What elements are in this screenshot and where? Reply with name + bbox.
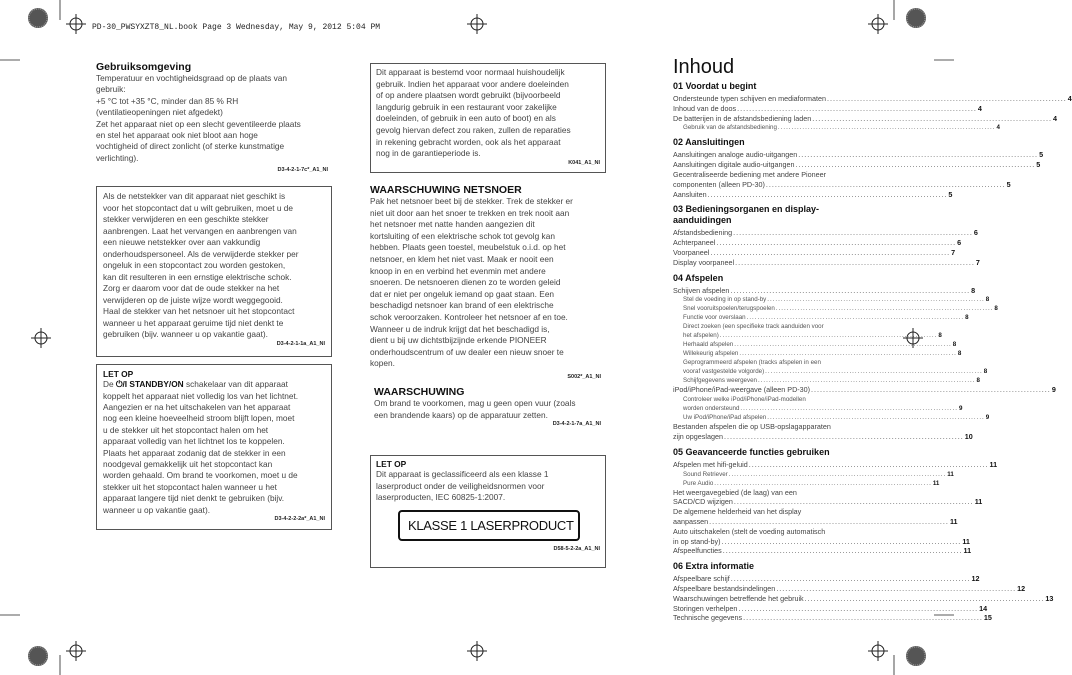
toc-entry-label: Inhoud van de doos: [673, 103, 737, 113]
toc-entry[interactable]: [673, 404, 963, 413]
toc-leader-dots: ................................................................................: [765, 179, 1006, 189]
toc-leader-dots: ................................................................................: [728, 470, 947, 478]
toc-page-number: 9: [1051, 385, 1056, 395]
toc-page-number: 9: [985, 414, 990, 422]
toc-entry[interactable]: [673, 583, 1026, 594]
toc-entry-label: Afspeelfuncties: [673, 546, 722, 556]
toc-entry[interactable]: [673, 593, 1054, 604]
toc-leader-dots: ................................................................................: [777, 124, 996, 132]
text-line: wanneer u op vakantie gaat).: [103, 504, 211, 515]
toc-page-number: 10: [964, 431, 973, 441]
toc-page-number: 5: [948, 189, 953, 199]
toc-page-number: 4: [1067, 94, 1072, 103]
toc-leader-dots: ................................................................................: [733, 228, 973, 238]
toc-entry[interactable]: [673, 536, 970, 547]
toc-page-number: 6: [957, 238, 962, 248]
toc-entry[interactable]: [673, 470, 954, 479]
toc-entry[interactable]: [673, 431, 973, 442]
usage-section: [96, 61, 336, 173]
text-line: koppelt het apparaat niet volledig los van het lichtnet.: [103, 390, 299, 401]
crosshair-icon: [66, 641, 86, 661]
doc-code: D3-4-2-2-2a*_A1_Nl: [274, 516, 325, 523]
toc-entry-label: worden ondersteund: [683, 405, 740, 413]
toc-leader-dots: ................................................................................: [811, 385, 1051, 395]
toc-section-title[interactable]: 06 Extra informatie: [673, 561, 755, 572]
toc-entry[interactable]: [673, 546, 972, 556]
toc-leader-dots: ................................................................................: [709, 516, 949, 526]
text-line: Temperatuur en vochtigheidsgraad op de plaats van: [96, 73, 287, 83]
toc-entry[interactable]: [673, 479, 940, 488]
text-line: kopen.: [370, 358, 395, 369]
doc-code: D3-4-2-1-7c*_A1_Nl: [277, 167, 328, 174]
standby-caution-box: [96, 364, 332, 530]
text-line: niet uit door aan het snoer te trekken en trek nooit aan: [370, 207, 570, 218]
caution-title: LET OP: [103, 369, 134, 379]
toc-entry-label: Gebruik van de afstandsbediening: [683, 124, 777, 132]
text-line: of op andere plaatsen wordt gebruikt (bijvoorbeeld: [376, 90, 561, 101]
toc-page-number: 8: [965, 314, 969, 322]
toc-page-number: 11: [963, 546, 972, 556]
crosshair-icon: [467, 14, 487, 34]
power-icon: ⏻: [115, 379, 123, 389]
toc-leader-dots: ................................................................................: [743, 613, 983, 623]
toc-page-number: 11: [932, 479, 940, 487]
toc-entry[interactable]: [673, 516, 958, 527]
toc-entry[interactable]: [673, 574, 980, 584]
text-line: stekker verwijderen en een geschikte stekker: [103, 214, 269, 224]
running-head: PD-30_PWSYXZT8_NL.book Page 3 Wednesday, May 9, 2012 5:04 PM: [92, 23, 381, 32]
toc-entry[interactable]: [673, 313, 969, 322]
toc-page-number: 8: [994, 305, 998, 313]
text-line: kan dit resulteren in een ernstige elektrische schok.: [103, 271, 292, 282]
fire-warning-section: [374, 386, 608, 427]
text-line: langdurig gebruik in een restaurant voor zakelijke: [376, 101, 557, 112]
toc-leader-dots: ................................................................................: [737, 103, 977, 113]
toc-entry-label: aanpassen: [673, 516, 709, 526]
toc-entry[interactable]: [673, 385, 1056, 395]
crosshair-icon: [868, 14, 888, 34]
toc-leader-dots: ................................................................................: [730, 285, 971, 295]
doc-code: K041_A1_Nl: [568, 159, 600, 166]
toc-entry-label: Bestanden afspelen die op USB-opslagapparaten: [673, 422, 831, 432]
toc-entry[interactable]: [673, 113, 1058, 124]
doc-code: S002*_A1_Nl: [567, 373, 601, 380]
text-line: laserproducten, IEC 60825-1:2007.: [376, 492, 506, 503]
household-text: [376, 67, 600, 160]
toc-entry[interactable]: [673, 238, 962, 248]
toc-entry[interactable]: [673, 603, 988, 614]
cord-warning-title: WAARSCHUWING NETSNOER: [370, 184, 522, 196]
text-line: doeleinden, of gebruik in een auto of boot) en als: [376, 113, 556, 124]
text-line: nog in de garantieperiode is.: [376, 148, 481, 159]
text-line: dient u bij uw dichtstbijzijnde erkende PIONEER: [370, 335, 547, 346]
usage-text: [96, 73, 336, 164]
toc-leader-dots: ................................................................................: [710, 247, 951, 257]
text-line: verlichting).: [96, 152, 139, 163]
toc-section-title[interactable]: 05 Geavanceerde functies gebruiken: [673, 446, 830, 457]
text-line: dat er niet per ongeluk iemand op gaat staan. Een: [370, 288, 555, 299]
toc-entry-label: Sound Retriever: [683, 470, 728, 478]
text-line: Aangezien er na het uitschakelen van het apparaat: [103, 402, 291, 412]
toc-leader-dots: ................................................................................: [804, 593, 1045, 603]
toc-page-number: 7: [951, 247, 956, 257]
toc-entry[interactable]: [673, 331, 942, 340]
toc-page-number: 8: [952, 341, 957, 349]
toc-entry-label: Schijfgegevens weergeven: [683, 377, 757, 385]
text-line: apparaat volledig van het lichtnet los te koppelen.: [103, 436, 285, 447]
toc-section-title[interactable]: 01 Voordat u begint: [673, 81, 757, 91]
toc-entry-label: Geprogrammeerd afspelen (tracks afspelen in een: [683, 359, 821, 367]
text-line: snoeren. De netsnoeren dienen zo te worden geleid: [370, 277, 561, 288]
toc-entry[interactable]: [673, 340, 957, 349]
text-line: een brandende kaars) op de apparatuur zetten.: [374, 409, 548, 420]
toc-leader-dots: ................................................................................: [812, 113, 1053, 123]
text-line: verwijderen op de juiste wijze wordt weggegooid.: [103, 294, 283, 305]
toc-entry-label: Afstandsbediening: [673, 228, 733, 238]
toc-entry-label: Aansluitingen analoge audio-uitgangen: [673, 150, 798, 160]
toc-entry[interactable]: [673, 613, 992, 623]
toc-page-number: 8: [938, 332, 942, 340]
text-line: voor het stopcontact dat u wilt gebruiken, moet u de: [103, 202, 294, 213]
toc-entry[interactable]: [673, 160, 1041, 170]
toc-entry[interactable]: [673, 247, 956, 258]
text-line: Pak het netsnoer beet bij de stekker. Trek de stekker er: [370, 196, 573, 206]
toc-entry-label: Gecentraliseerde bediening met andere Pioneer: [673, 169, 827, 179]
toc-leader-dots: ................................................................................: [716, 238, 957, 248]
toc-entry[interactable]: [673, 497, 983, 507]
toc-page-number: 6: [973, 228, 978, 238]
toc-page-number: 11: [989, 459, 998, 469]
toc-leader-dots: ................................................................................: [767, 296, 985, 304]
text-line: nog een kleine hoeveelheid stroom blijft lopen, moet: [103, 413, 295, 424]
toc-entry[interactable]: [673, 123, 1000, 132]
toc-entry-label: Schijven afspelen: [673, 285, 730, 295]
cord-warning-section: [370, 184, 608, 380]
toc-entry-label: Aansluitingen digitale audio-uitgangen: [673, 160, 795, 170]
laser-class-label: KLASSE 1 LASERPRODUCT: [398, 510, 580, 541]
toc-leader-dots: ................................................................................: [733, 497, 974, 507]
crosshair-icon: [31, 328, 51, 348]
toc-leader-dots: ................................................................................: [730, 574, 971, 584]
toc-page-number: 4: [996, 124, 1000, 132]
laser-caution-text: [376, 469, 600, 504]
crosshair-icon: [66, 14, 86, 34]
text-line: en stel het apparaat ook niet bloot aan hoge: [96, 130, 258, 141]
doc-code: D58-5-2-2a_A1_Nl: [553, 545, 600, 552]
text-line: vochtigheid of direct zonlicht (of sterke kunstmatige: [96, 141, 285, 152]
text-line: ongeluk in een stopcontact zou worden gestoken,: [103, 260, 286, 270]
toc-entry-label: Functie voor overslaan: [683, 314, 746, 322]
plug-warning-text: [103, 191, 325, 341]
toc-entry[interactable]: [673, 459, 998, 470]
text-line: Zorg er daarom voor dat de oude stekker na het: [103, 283, 280, 293]
text-line: onderhoudscentrum of uw dealer een nieuw snoer te: [370, 346, 564, 357]
text-line: netsnoer, en klem het niet vast. Maak er nooit een: [370, 253, 554, 264]
toc-entry-label: Ondersteunde typen schijven en mediaformaten: [673, 94, 827, 103]
text-line: aanbrengen. Laat het vervangen en aanbrengen van: [103, 225, 297, 236]
toc-entry[interactable]: [673, 367, 988, 376]
text-line: kortsluiting of een elektrische schok tot gevolg kan: [370, 230, 555, 241]
toc-page-number: 5: [1006, 179, 1011, 189]
toc-page-number: 4: [977, 103, 982, 113]
toc-page-number: 8: [983, 368, 988, 376]
toc-entry[interactable]: [673, 507, 853, 517]
plug-warning-box: [96, 186, 332, 357]
toc-leader-dots: ................................................................................: [714, 479, 932, 487]
toc-page-number: 15: [983, 613, 992, 623]
caution-text: [103, 391, 325, 516]
toc-entry-label: Het weergavegebied (de laag) van een: [673, 487, 797, 497]
toc-leader-dots: ................................................................................: [765, 368, 983, 376]
toc-entry-label: Achterpaneel: [673, 238, 716, 248]
toc-leader-dots: ................................................................................: [798, 150, 1039, 160]
registration-circle-icon: [27, 7, 49, 29]
laser-caution-title: LET OP: [376, 459, 407, 469]
toc-entry-label: Controleer welke iPod/iPhone/iPad-modellen: [683, 396, 806, 404]
toc-entry[interactable]: [673, 527, 853, 537]
crosshair-icon: [467, 641, 487, 661]
toc-entry-label: Direct zoeken (een specifieke track aanduiden voor: [683, 323, 824, 331]
toc-page-number: 8: [985, 296, 990, 304]
toc-entry[interactable]: [673, 150, 1044, 160]
text-line: Wanneer u de indruk krijgt dat het beschadigd is,: [370, 323, 550, 334]
toc-leader-dots: ................................................................................: [739, 350, 957, 358]
toc-entry[interactable]: [673, 189, 953, 200]
toc-entry-label: De algemene helderheid van het display: [673, 507, 802, 517]
toc-page-number: 4: [1053, 113, 1058, 123]
toc-entry[interactable]: [673, 257, 980, 268]
toc-entry-label: Afspeelbare bestandsindelingen: [673, 583, 776, 593]
toc-entry[interactable]: [673, 422, 853, 432]
toc-entry[interactable]: [673, 170, 853, 180]
toc-page-number: 12: [971, 574, 980, 584]
toc-entry-label: Waarschuwingen betreffende het gebruik: [673, 593, 804, 603]
toc-entry-label: Storingen verhelpen: [673, 603, 738, 613]
toc-entry[interactable]: [673, 376, 980, 385]
toc-entry-label: SACD/CD wijzigen: [673, 497, 733, 507]
toc-page-number: 11: [962, 536, 970, 546]
toc-entry-label: Herhaald afspelen: [683, 341, 734, 349]
toc-entry[interactable]: [673, 304, 998, 313]
toc-leader-dots: ................................................................................: [748, 459, 989, 469]
toc-page-number: 7: [975, 257, 980, 267]
toc-entry[interactable]: [673, 295, 990, 304]
text-line: schok veroorzaken. Kontroleer het netsnoer af en toe.: [370, 311, 568, 322]
toc-section-title[interactable]: 03 Bedieningsorganen en display-aanduidingen: [673, 204, 820, 226]
text-line: stekker uit het stopcontact halen wanneer u het: [103, 481, 277, 492]
toc-entry-label: Aansluiten: [673, 189, 707, 199]
toc-page-number: 8: [957, 350, 962, 358]
toc-entry-label: Display voorpaneel: [673, 257, 735, 267]
toc-entry-label: Afspeelbare schijf: [673, 574, 730, 584]
text-line: gevolg hiervan defect zou raken, zullen de reparaties: [376, 124, 571, 135]
doc-code: D3-4-2-1-1a_A1_Nl: [276, 340, 325, 347]
toc-section-title[interactable]: 02 Aansluitingen: [673, 137, 745, 148]
caution-first-line: De ⏻/I STANDBY/ON schakelaar van dit apparaat: [103, 379, 288, 389]
toc-entry[interactable]: [673, 358, 853, 367]
toc-entry[interactable]: [673, 94, 1072, 104]
toc-title: Inhoud: [673, 56, 735, 78]
text-line: hebben. Plaats geen toestel, meubelstuk o.i.d. op het: [370, 242, 566, 253]
toc-leader-dots: ................................................................................: [722, 546, 963, 556]
usage-title: Gebruiksomgeving: [96, 61, 192, 73]
text-line: Als de netstekker van dit apparaat niet geschikt is: [103, 191, 286, 201]
toc-entry-label: Pure Audio: [683, 479, 714, 487]
toc-page-number: 11: [949, 516, 958, 526]
toc-leader-dots: ................................................................................: [707, 189, 948, 199]
toc-entry[interactable]: [673, 103, 982, 114]
toc-entry[interactable]: [673, 285, 976, 296]
toc-page-number: 11: [974, 497, 983, 507]
toc-entry-label: het afspelen): [683, 332, 719, 340]
text-line: worden gehaald. Om brand te voorkomen, moet u de: [103, 470, 298, 481]
toc-entry[interactable]: [673, 179, 1011, 190]
toc-page-number: 13: [1045, 593, 1054, 603]
toc-leader-dots: ................................................................................: [776, 583, 1017, 593]
toc-entry-label: Afspelen met hifi-geluid: [673, 459, 748, 469]
toc-page-number: 11: [947, 470, 954, 478]
registration-circle-icon: [905, 7, 927, 29]
toc-leader-dots: ................................................................................: [795, 160, 1036, 170]
toc-leader-dots: ................................................................................: [734, 341, 952, 349]
text-line: u de stekker uit het stopcontact halen om het: [103, 424, 269, 435]
toc-entry-label: Willekeurig afspelen: [683, 350, 739, 358]
toc-entry-label: in op stand-by): [673, 536, 721, 546]
toc-entry-label: Voorpaneel: [673, 247, 710, 257]
text-line: knoop in en en verbind het evenmin met andere: [370, 265, 546, 276]
toc-leader-dots: ................................................................................: [775, 305, 994, 313]
fire-warning-text: [374, 398, 608, 421]
toc-entry[interactable]: [673, 322, 853, 331]
text-line: Dit apparaat is geclassificeerd als een klasse 1: [376, 469, 549, 479]
toc-leader-dots: ................................................................................: [723, 431, 964, 441]
text-line: apparaat langere tijd niet denkt te gebruiken (bijv.: [103, 493, 285, 504]
toc-entry-label: componenten (alleen PD-30): [673, 179, 765, 189]
toc-entry[interactable]: [673, 488, 853, 498]
text-line: een nieuwe netstekker over aan vakkundig: [103, 237, 261, 247]
toc-leader-dots: ................................................................................: [735, 257, 975, 267]
toc-body: [673, 81, 1072, 623]
toc-leader-dots: ................................................................................: [719, 332, 938, 340]
toc-entry-label: Auto uitschakelen (stelt de voeding automatisch: [673, 526, 826, 536]
text-line: Haal de stekker van het netsnoer uit het stopcontact: [103, 306, 295, 316]
cord-warning-text: [370, 196, 608, 370]
text-line: noodgeval gemakkelijk uit het stopcontact kan: [103, 459, 273, 470]
text-line: laserproduct onder de veiligheidsnormen voor: [376, 480, 545, 491]
toc-entry[interactable]: [673, 413, 990, 422]
laser-caution-box: [370, 455, 606, 568]
toc-leader-dots: ................................................................................: [738, 603, 979, 613]
toc-page-number: 9: [958, 405, 963, 413]
registration-circle-icon: [905, 645, 927, 667]
toc-page-number: 5: [1039, 150, 1044, 160]
toc-entry-label: vooraf vastgestelde volgorde): [683, 368, 765, 376]
toc-leader-dots: ................................................................................: [746, 314, 965, 322]
text-line: onderhoudspersoneel. Als de verwijderde stekker per: [103, 248, 299, 259]
text-line: wanneer u het apparaat geruime tijd niet denkt te: [103, 317, 284, 328]
text-line: gebruiken (bijv. wanneer u op vakantie gaat).: [103, 329, 268, 339]
text-line: gebruik. Indien het apparaat voor andere doeleinden: [376, 78, 569, 89]
toc-entry-label: zijn opgeslagen: [673, 431, 723, 441]
registration-circle-icon: [27, 645, 49, 667]
toc-page-number: 14: [979, 603, 988, 613]
toc-leader-dots: ................................................................................: [721, 536, 962, 546]
toc-entry-label: iPod/iPhone/iPad-weergave (alleen PD-30): [673, 385, 811, 395]
toc-leader-dots: ................................................................................: [827, 94, 1067, 103]
text-line: Plaats het apparaat zodanig dat de stekker in een: [103, 447, 286, 458]
crosshair-icon: [868, 641, 888, 661]
toc-page-number: 12: [1017, 583, 1026, 593]
household-use-box: [370, 63, 606, 173]
text-line: gebruik:: [96, 84, 126, 95]
text-line: Zet het apparaat niet op een slecht geventileerde plaats: [96, 118, 301, 129]
toc-leader-dots: ................................................................................: [757, 377, 976, 385]
toc-entry-label: Uw iPod/iPhone/iPad afspelen: [683, 414, 767, 422]
toc-entry-label: Snel vooruitspoelen/terugspoelen: [683, 305, 775, 313]
toc-section-title[interactable]: 04 Afspelen: [673, 272, 724, 283]
toc-entry-label: Stel de voeding in op stand-by: [683, 296, 767, 304]
toc-page-number: 5: [1036, 160, 1041, 170]
toc-leader-dots: ................................................................................: [767, 414, 985, 422]
text-line: Om brand te voorkomen, mag u geen open vuur (zoals: [374, 398, 576, 408]
toc-entry[interactable]: [673, 228, 978, 238]
toc-leader-dots: ................................................................................: [740, 405, 958, 413]
toc-entry[interactable]: [673, 395, 853, 404]
toc-entry-label: De batterijen in de afstandsbediening laden: [673, 113, 812, 123]
table-of-contents: [673, 56, 1072, 623]
text-line: beschadigd netsnoer kan brand of een elektrische: [370, 300, 554, 311]
toc-entry-label: Technische gegevens: [673, 613, 743, 623]
text-line: (ventilatieopeningen niet afgedekt): [96, 107, 223, 118]
text-line: het netsnoer met natte handen aangezien dit: [370, 219, 535, 230]
doc-code: D3-4-2-1-7a_A1_Nl: [552, 421, 601, 428]
text-line: in rekening gebracht worden, ook als het apparaat: [376, 136, 561, 147]
toc-page-number: 8: [976, 377, 980, 385]
text-line: Dit apparaat is bestemd voor normaal huishoudelijk: [376, 67, 565, 77]
text-line: +5 °C tot +35 °C, minder dan 85 % RH: [96, 95, 239, 106]
toc-page-number: 8: [971, 285, 976, 295]
fire-warning-title: WAARSCHUWING: [374, 386, 465, 398]
toc-entry[interactable]: [673, 349, 962, 358]
